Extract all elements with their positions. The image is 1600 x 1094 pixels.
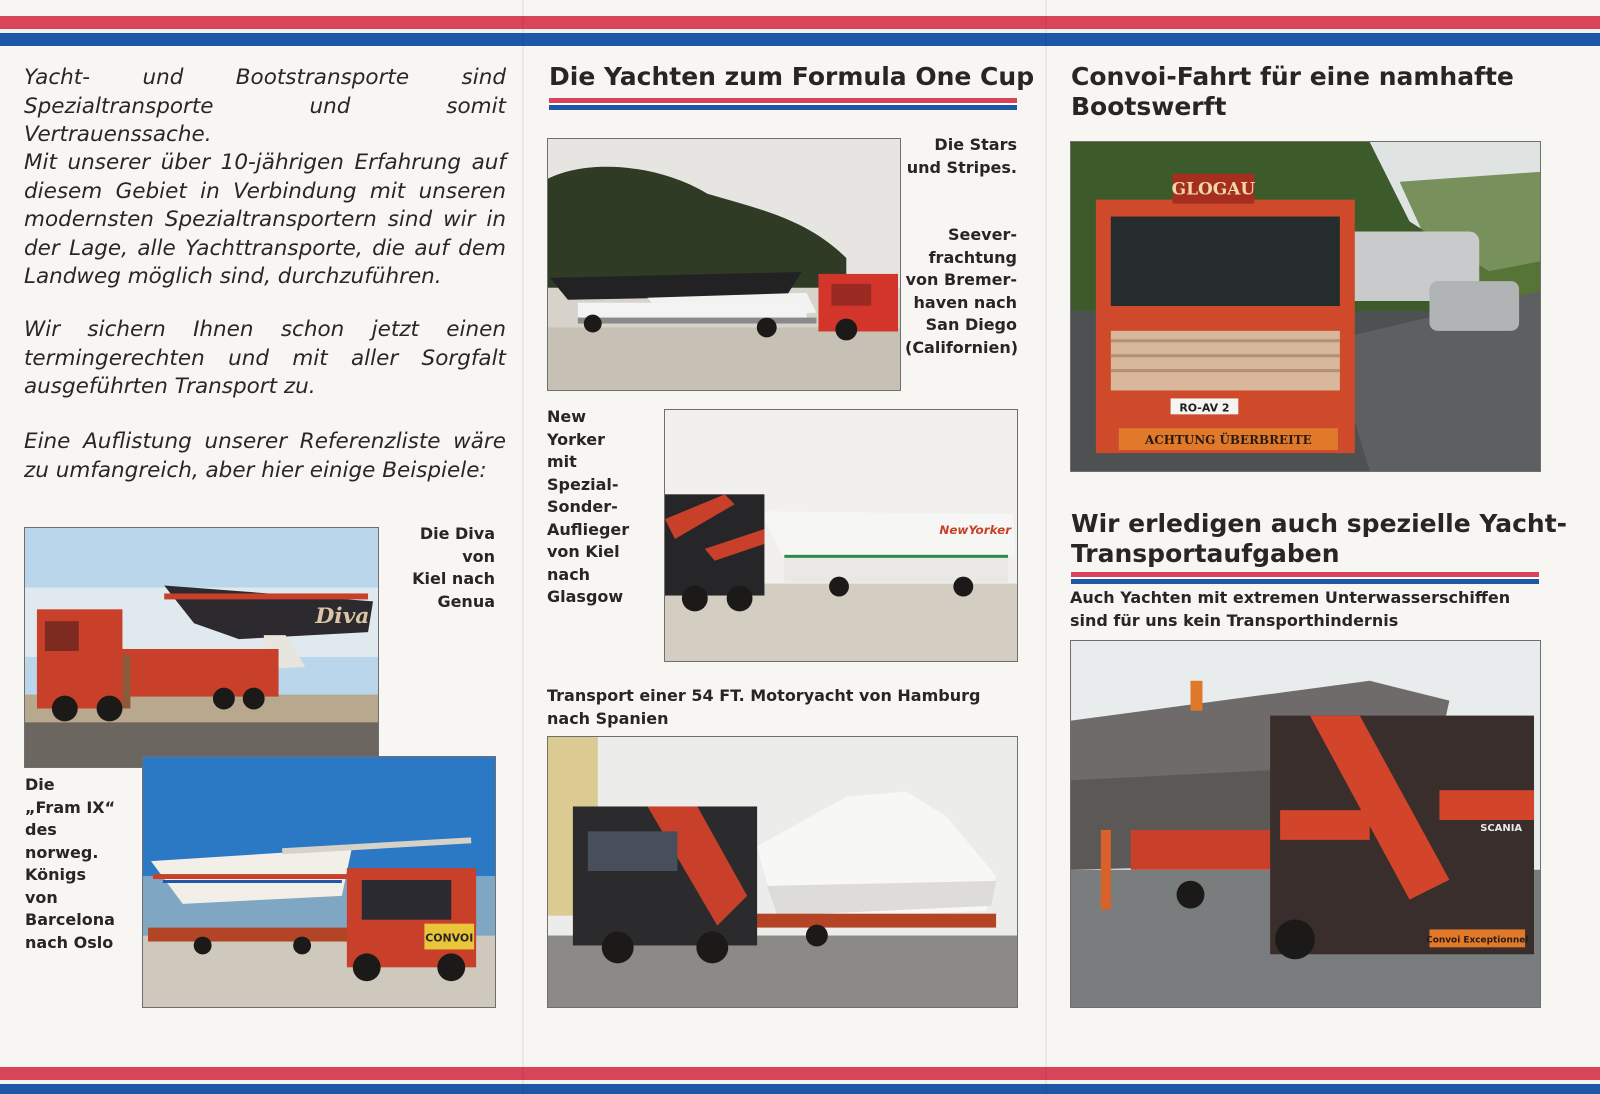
top-stripe [0, 16, 1600, 46]
caption-seefrachtung: Seever- frachtung von Bremer- haven nach San Diego (Californien) [905, 225, 1019, 357]
caption-motoryacht: Transport einer 54 FT. Motoryacht von Hamburg nach Spanien [547, 686, 981, 728]
photo-motoryacht [547, 736, 1018, 1008]
convoi-sign-text: Convoi Exceptionnel [1426, 935, 1529, 946]
caption-diva: Die Diva von Kiel nach Genua [412, 524, 495, 611]
caption-new-yorker: New Yorker mit Spezial- Sonder- Auflieger von Kiel nach Glasgow [547, 407, 630, 606]
intro-paragraph-4: Eine Auflistung unserer Referenzliste wäre zu umfangreich, aber hier einige Beispiele: [24, 429, 506, 483]
intro-paragraph-1: Yacht- und Bootstransporte sind Spezialtransporte und somit Vertrauenssache. [24, 65, 506, 147]
diva-hull-text: Diva [315, 603, 370, 630]
photo-convoi-glogau [1070, 141, 1541, 472]
caption-stars-and-stripes: Die Stars und Stripes. [906, 135, 1017, 177]
photo-diva-transport [24, 527, 379, 768]
photo-new-yorker [664, 409, 1018, 662]
intro-paragraph-2: Mit unserer über 10-jährigen Erfahrung auf diesem Gebiet in Verbindung mit unseren modernsten Spezialtransportern sind wir in der Lage, alle Yachttransporte, die auf dem Landweg möglich sind, durchzuführen. [24, 150, 506, 289]
heading-yacht-transportaufgaben: Wir erledigen auch spezielle Yacht- Transportaufgaben [1071, 509, 1568, 568]
heading-rule [1071, 572, 1539, 584]
caption-unterwasserschiffe: Auch Yachten mit extremen Unterwasserschiffen sind für uns kein Transporthindernis [1070, 588, 1511, 630]
fold-line [1045, 0, 1047, 1094]
fram-sign-text: CONVOI [425, 931, 474, 945]
scania-label-text: SCANIA [1480, 822, 1523, 834]
photo-stars-and-stripes [547, 138, 901, 391]
bottom-stripe [0, 1067, 1600, 1094]
heading-rule [549, 98, 1017, 110]
photo-scania-yacht [1070, 640, 1541, 1008]
fold-line [522, 0, 524, 1094]
license-plate-text: RO-AV 2 [1179, 401, 1230, 415]
new-yorker-hull-text: NewYorker [939, 523, 1012, 538]
glogau-sign-text: GLOGAU [1171, 178, 1256, 199]
caption-fram: Die „Fram IX“ des norweg. Königs von Barcelona nach Oslo [25, 775, 116, 952]
heading-convoi-fahrt: Convoi-Fahrt für eine namhafte Bootswerft [1071, 62, 1514, 121]
intro-paragraph-3: Wir sichern Ihnen schon jetzt einen termingerechten und mit aller Sorgfalt ausgeführten Transport zu. [24, 317, 506, 399]
photo-fram-transport [142, 756, 496, 1008]
warning-sign-text: ACHTUNG ÜBERBREITE [1144, 433, 1312, 448]
heading-formula-one-cup: Die Yachten zum Formula One Cup [549, 62, 1035, 91]
